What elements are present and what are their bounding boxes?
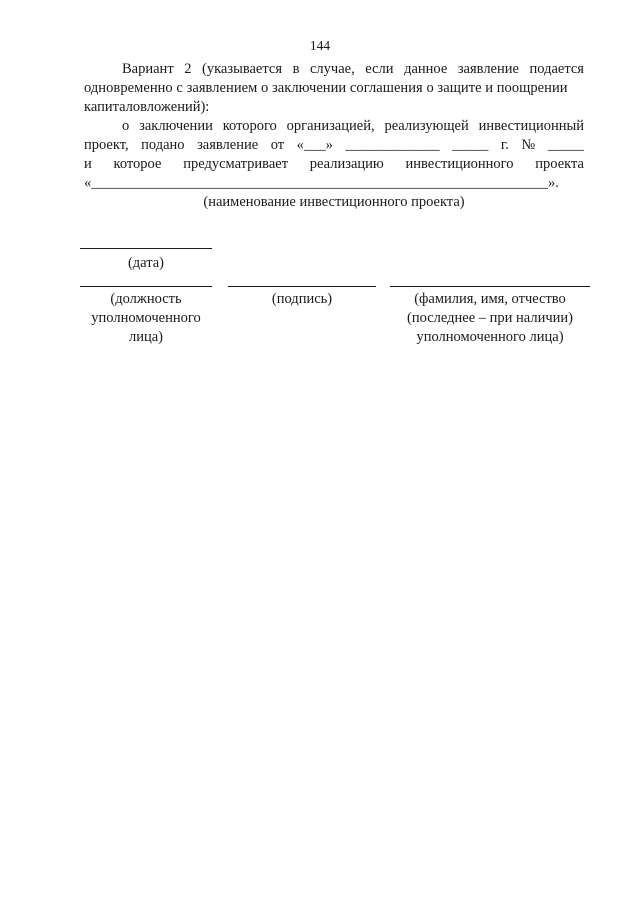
paragraph-1-line-1-word: заявление bbox=[457, 61, 519, 77]
paragraph-2-line-2-word: г. bbox=[500, 137, 509, 153]
paragraph-2-line-1-word: реализующей bbox=[384, 118, 469, 134]
paragraph-1-line-1-word: 2 bbox=[184, 61, 192, 77]
paragraph-2-line-3-word: проекта bbox=[535, 156, 584, 172]
position-caption bbox=[64, 290, 228, 347]
paragraph-2-line-2-word: «___» bbox=[296, 137, 333, 153]
paragraph-2-line-1-word: о bbox=[122, 118, 130, 134]
name-caption-line-2: (последнее – при наличии) bbox=[407, 310, 573, 326]
signature-line bbox=[228, 286, 376, 287]
name-line bbox=[390, 286, 590, 287]
paragraph-2-line-2 bbox=[84, 136, 584, 155]
page-number: 144 bbox=[309, 38, 331, 53]
paragraph-2-line-2-word: от bbox=[270, 137, 285, 153]
paragraph-1-line-3: капиталовложений): bbox=[84, 99, 210, 115]
date-caption: (дата) bbox=[127, 255, 165, 271]
paragraph-1-line-1-word: (указывается bbox=[202, 61, 282, 77]
paragraph-1-line-1-word: данное bbox=[404, 61, 448, 77]
project-name-field: «_______________________________________________________________». bbox=[84, 175, 559, 191]
name-caption-line-1: (фамилия, имя, отчество bbox=[414, 291, 566, 307]
paragraph-2-line-2-word: _____________ bbox=[345, 137, 440, 153]
project-name-caption: (наименование инвестиционного проекта) bbox=[203, 194, 465, 210]
position-caption-line-2: уполномоченного bbox=[91, 310, 201, 326]
paragraph-1-line-1-word: подается bbox=[529, 61, 584, 77]
paragraph-2-line-1-word: которого bbox=[222, 118, 277, 134]
paragraph-2-line-3-word: инвестиционного bbox=[405, 156, 514, 172]
signature-caption: (подпись) bbox=[271, 291, 333, 307]
paragraph-2-line-1-word: инвестиционный bbox=[478, 118, 584, 134]
date-line bbox=[80, 248, 212, 249]
paragraph-2-line-2-word: заявление bbox=[197, 137, 259, 153]
paragraph-2-line-1-word: организацией, bbox=[286, 118, 375, 134]
position-line bbox=[80, 286, 212, 287]
paragraph-2-line-2-word: № bbox=[521, 137, 536, 153]
paragraph-2-line-3-word: реализацию bbox=[309, 156, 384, 172]
name-caption-line-3: уполномоченного лица) bbox=[416, 329, 564, 345]
paragraph-1-line-1 bbox=[84, 60, 584, 79]
paragraph-2-line-2-word: проект, bbox=[84, 137, 129, 153]
position-caption-line-3: лица) bbox=[128, 329, 164, 345]
position-caption-line-1: (должность bbox=[110, 291, 182, 307]
paragraph-2-line-2-word: _____ bbox=[452, 137, 489, 153]
paragraph-2-line-3 bbox=[84, 155, 584, 174]
paragraph-2-line-1 bbox=[84, 117, 584, 136]
paragraph-1-line-1-word: если bbox=[365, 61, 394, 77]
paragraph-2-line-2-word: _____ bbox=[547, 137, 584, 153]
paragraph-2-line-2-word: подано bbox=[141, 137, 185, 153]
paragraph-1-line-2: одновременно с заявлением о заключении соглашения о защите и поощрении bbox=[84, 80, 568, 96]
paragraph-1-line-1-word: Вариант bbox=[122, 61, 174, 77]
paragraph-2-line-3-word: предусматривает bbox=[183, 156, 289, 172]
paragraph-1-line-1-word: случае, bbox=[309, 61, 355, 77]
document-body bbox=[84, 60, 584, 212]
paragraph-1-line-1-word: в bbox=[292, 61, 300, 77]
name-caption bbox=[380, 290, 600, 347]
paragraph-2-line-3-word: которое bbox=[113, 156, 162, 172]
paragraph-2-line-3-word: и bbox=[84, 156, 92, 172]
paragraph-2-line-1-word: заключении bbox=[139, 118, 213, 134]
